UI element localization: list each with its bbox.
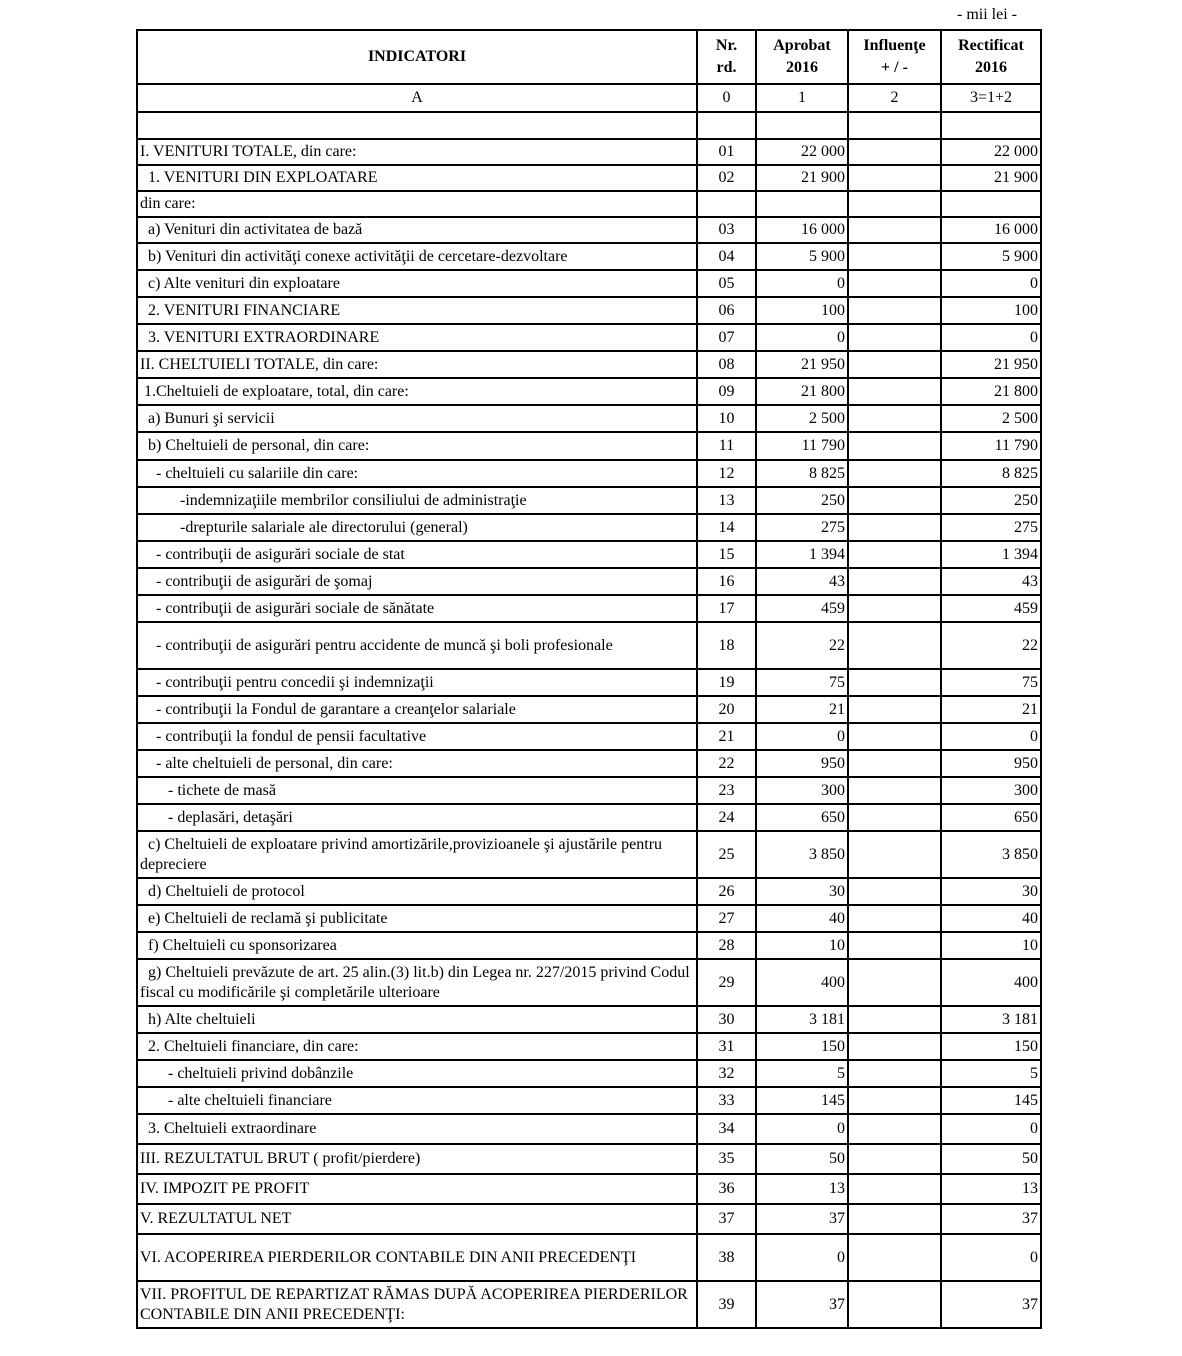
indicator-cell: - tichete de masă: [137, 777, 697, 804]
indicator-cell: - contribuţii de asigurări pentru accidente de muncă şi boli profesionale: [137, 622, 697, 669]
table-row: [137, 905, 1041, 932]
influence-value-cell: [848, 432, 941, 460]
row-number-cell: 32: [697, 1060, 756, 1087]
indicator-cell: h) Alte cheltuieli: [137, 1006, 697, 1033]
row-number-cell: 06: [697, 297, 756, 324]
row-number-cell: 18: [697, 622, 756, 669]
table-row: [137, 723, 1041, 750]
table-row: [137, 541, 1041, 568]
table-row: [137, 351, 1041, 378]
table-row: [137, 1144, 1041, 1174]
indicator-cell: II. CHELTUIELI TOTALE, din care:: [137, 351, 697, 378]
rectified-value-cell: 75: [941, 669, 1041, 696]
rectified-value-cell: 13: [941, 1174, 1041, 1204]
influence-value-cell: [848, 460, 941, 487]
table-row: [137, 1087, 1041, 1114]
influence-value-cell: [848, 831, 941, 878]
influence-value-cell: [848, 595, 941, 622]
approved-value-cell: 145: [756, 1087, 848, 1114]
rectified-value-cell: 459: [941, 595, 1041, 622]
approved-value-cell: 3 181: [756, 1006, 848, 1033]
rectified-value-cell: 150: [941, 1033, 1041, 1060]
influence-value-cell: [848, 270, 941, 297]
rectified-value-cell: 950: [941, 750, 1041, 777]
table-row: [137, 165, 1041, 191]
approved-value-cell: 0: [756, 723, 848, 750]
approved-value-cell: 40: [756, 905, 848, 932]
rectified-value-cell: 21 900: [941, 165, 1041, 191]
unit-note: - mii lei -: [957, 6, 1017, 23]
row-number-cell: 15: [697, 541, 756, 568]
influence-value-cell: [848, 139, 941, 165]
influence-value-cell: [848, 217, 941, 243]
rectified-value-cell: [941, 191, 1041, 217]
indicator-cell: - contribuţii pentru concedii şi indemnizaţii: [137, 669, 697, 696]
approved-value-cell: 0: [756, 1234, 848, 1281]
table-row: [137, 378, 1041, 405]
indicator-cell: VII. PROFITUL DE REPARTIZAT RĂMAS DUPĂ ACOPERIREA PIERDERILOR CONTABILE DIN ANII PRECEDENŢI:: [137, 1281, 697, 1328]
influence-value-cell: [848, 696, 941, 723]
indicator-cell: IV. IMPOZIT PE PROFIT: [137, 1174, 697, 1204]
table-row: [137, 270, 1041, 297]
approved-value-cell: 275: [756, 514, 848, 541]
row-number-cell: 38: [697, 1234, 756, 1281]
row-number-cell: 33: [697, 1087, 756, 1114]
row-number-cell: 19: [697, 669, 756, 696]
influence-value-cell: [848, 191, 941, 217]
approved-value-cell: 21 800: [756, 378, 848, 405]
influence-value-cell: [848, 905, 941, 932]
rectified-value-cell: 37: [941, 1204, 1041, 1234]
rectified-value-cell: 8 825: [941, 460, 1041, 487]
column-label: 1: [756, 84, 848, 112]
influence-value-cell: [848, 514, 941, 541]
table-row: [137, 568, 1041, 595]
rectified-value-cell: 21: [941, 696, 1041, 723]
approved-value-cell: [756, 191, 848, 217]
indicator-cell: 2. VENITURI FINANCIARE: [137, 297, 697, 324]
row-number-cell: 08: [697, 351, 756, 378]
rectified-value-cell: 2 500: [941, 405, 1041, 432]
rectified-value-cell: 40: [941, 905, 1041, 932]
table-row: [137, 831, 1041, 878]
indicator-cell: - contribuţii de asigurări de şomaj: [137, 568, 697, 595]
approved-value-cell: 300: [756, 777, 848, 804]
column-label: 0: [697, 84, 756, 112]
row-number-cell: 13: [697, 487, 756, 514]
influence-value-cell: [848, 777, 941, 804]
table-row: [137, 878, 1041, 905]
approved-value-cell: 50: [756, 1144, 848, 1174]
row-number-cell: 10: [697, 405, 756, 432]
indicator-cell: b) Cheltuieli de personal, din care:: [137, 432, 697, 460]
row-number-cell: 01: [697, 139, 756, 165]
indicator-cell: 3. VENITURI EXTRAORDINARE: [137, 324, 697, 351]
approved-value-cell: 37: [756, 1204, 848, 1234]
table-row: [137, 1234, 1041, 1281]
row-number-cell: 02: [697, 165, 756, 191]
approved-value-cell: 16 000: [756, 217, 848, 243]
approved-value-cell: 21 950: [756, 351, 848, 378]
row-number-cell: 03: [697, 217, 756, 243]
rectified-value-cell: 11 790: [941, 432, 1041, 460]
rectified-value-cell: 22 000: [941, 139, 1041, 165]
rectified-value-cell: 16 000: [941, 217, 1041, 243]
table-row: [137, 1281, 1041, 1328]
table-row: [137, 1006, 1041, 1033]
indicator-cell: 1. VENITURI DIN EXPLOATARE: [137, 165, 697, 191]
table-row: [137, 750, 1041, 777]
table-row: [137, 932, 1041, 959]
rectified-value-cell: 10: [941, 932, 1041, 959]
header-row: [137, 30, 1041, 84]
approved-value-cell: 459: [756, 595, 848, 622]
row-number-cell: 31: [697, 1033, 756, 1060]
approved-value-cell: 21 900: [756, 165, 848, 191]
rectified-value-cell: 1 394: [941, 541, 1041, 568]
influence-value-cell: [848, 1006, 941, 1033]
approved-value-cell: 8 825: [756, 460, 848, 487]
influence-value-cell: [848, 1060, 941, 1087]
rectified-value-cell: 300: [941, 777, 1041, 804]
influence-value-cell: [848, 878, 941, 905]
rectified-value-cell: 21 800: [941, 378, 1041, 405]
indicator-cell: I. VENITURI TOTALE, din care:: [137, 139, 697, 165]
table-row: [137, 1174, 1041, 1204]
row-number-cell: 34: [697, 1114, 756, 1144]
row-number-cell: 36: [697, 1174, 756, 1204]
approved-value-cell: 43: [756, 568, 848, 595]
rectified-value-cell: 145: [941, 1087, 1041, 1114]
influence-value-cell: [848, 1204, 941, 1234]
rectified-value-cell: 0: [941, 723, 1041, 750]
table-row: [137, 1060, 1041, 1087]
row-number-cell: 21: [697, 723, 756, 750]
header-nr: Nr. rd.: [697, 30, 756, 84]
indicator-cell: a) Venituri din activitatea de bază: [137, 217, 697, 243]
row-number-cell: 17: [697, 595, 756, 622]
column-label: 3=1+2: [941, 84, 1041, 112]
table-body: [137, 139, 1041, 1328]
influence-value-cell: [848, 804, 941, 831]
approved-value-cell: 37: [756, 1281, 848, 1328]
influence-value-cell: [848, 1114, 941, 1144]
indicator-cell: 1.Cheltuieli de exploatare, total, din care:: [137, 378, 697, 405]
row-number-cell: 16: [697, 568, 756, 595]
row-number-cell: 05: [697, 270, 756, 297]
approved-value-cell: 950: [756, 750, 848, 777]
approved-value-cell: 0: [756, 270, 848, 297]
approved-value-cell: 21: [756, 696, 848, 723]
indicator-cell: V. REZULTATUL NET: [137, 1204, 697, 1234]
influence-value-cell: [848, 324, 941, 351]
approved-value-cell: 1 394: [756, 541, 848, 568]
rectified-value-cell: 0: [941, 270, 1041, 297]
row-number-cell: 37: [697, 1204, 756, 1234]
rectified-value-cell: 21 950: [941, 351, 1041, 378]
table-row: [137, 243, 1041, 270]
indicator-cell: f) Cheltuieli cu sponsorizarea: [137, 932, 697, 959]
table-row: [137, 324, 1041, 351]
column-labels-row: [137, 84, 1041, 112]
approved-value-cell: 650: [756, 804, 848, 831]
influence-value-cell: [848, 541, 941, 568]
row-number-cell: 30: [697, 1006, 756, 1033]
influence-value-cell: [848, 750, 941, 777]
table-row: [137, 217, 1041, 243]
rectified-value-cell: 5 900: [941, 243, 1041, 270]
influence-value-cell: [848, 1174, 941, 1204]
influence-value-cell: [848, 243, 941, 270]
indicator-cell: - alte cheltuieli de personal, din care:: [137, 750, 697, 777]
column-label: 2: [848, 84, 941, 112]
rectified-value-cell: 0: [941, 324, 1041, 351]
table-row: [137, 696, 1041, 723]
table-row: [137, 1204, 1041, 1234]
influence-value-cell: [848, 959, 941, 1006]
indicator-cell: - cheltuieli privind dobânzile: [137, 1060, 697, 1087]
rectified-value-cell: 100: [941, 297, 1041, 324]
approved-value-cell: 0: [756, 1114, 848, 1144]
row-number-cell: 28: [697, 932, 756, 959]
indicator-cell: - cheltuieli cu salariile din care:: [137, 460, 697, 487]
row-number-cell: 39: [697, 1281, 756, 1328]
approved-value-cell: 11 790: [756, 432, 848, 460]
row-number-cell: 29: [697, 959, 756, 1006]
influence-value-cell: [848, 351, 941, 378]
influence-value-cell: [848, 1234, 941, 1281]
indicator-cell: din care:: [137, 191, 697, 217]
influence-value-cell: [848, 723, 941, 750]
approved-value-cell: 150: [756, 1033, 848, 1060]
approved-value-cell: 2 500: [756, 405, 848, 432]
table-row: [137, 460, 1041, 487]
approved-value-cell: 13: [756, 1174, 848, 1204]
indicator-cell: c) Alte venituri din exploatare: [137, 270, 697, 297]
header-influence: Influenţe + / -: [848, 30, 941, 84]
row-number-cell: 27: [697, 905, 756, 932]
approved-value-cell: 22 000: [756, 139, 848, 165]
influence-value-cell: [848, 1281, 941, 1328]
table-row: [137, 297, 1041, 324]
approved-value-cell: 100: [756, 297, 848, 324]
indicator-cell: - contribuţii la Fondul de garantare a creanţelor salariale: [137, 696, 697, 723]
spacer-row: [137, 112, 1041, 139]
indicator-cell: g) Cheltuieli prevăzute de art. 25 alin.(3) lit.b) din Legea nr. 227/2015 privind Codul fiscal cu modificările şi completările ulterioare: [137, 959, 697, 1006]
table-row: [137, 595, 1041, 622]
rectified-value-cell: 37: [941, 1281, 1041, 1328]
rectified-value-cell: 250: [941, 487, 1041, 514]
budget-table: [136, 29, 1042, 1329]
approved-value-cell: 30: [756, 878, 848, 905]
indicator-cell: 2. Cheltuieli financiare, din care:: [137, 1033, 697, 1060]
influence-value-cell: [848, 622, 941, 669]
table-row: [137, 487, 1041, 514]
indicator-cell: - contribuţii de asigurări sociale de sănătate: [137, 595, 697, 622]
influence-value-cell: [848, 405, 941, 432]
indicator-cell: c) Cheltuieli de exploatare privind amortizările,provizioanele şi ajustările pentru depreciere: [137, 831, 697, 878]
indicator-cell: -drepturile salariale ale directorului (general): [137, 514, 697, 541]
rectified-value-cell: 50: [941, 1144, 1041, 1174]
indicator-cell: d) Cheltuieli de protocol: [137, 878, 697, 905]
header-approved: Aprobat 2016: [756, 30, 848, 84]
table-row: [137, 139, 1041, 165]
row-number-cell: 12: [697, 460, 756, 487]
rectified-value-cell: 275: [941, 514, 1041, 541]
approved-value-cell: 10: [756, 932, 848, 959]
row-number-cell: 24: [697, 804, 756, 831]
influence-value-cell: [848, 1144, 941, 1174]
row-number-cell: 20: [697, 696, 756, 723]
influence-value-cell: [848, 1033, 941, 1060]
column-label: A: [137, 84, 697, 112]
indicator-cell: - contribuţii de asigurări sociale de stat: [137, 541, 697, 568]
indicator-cell: b) Venituri din activităţi conexe activităţii de cercetare-dezvoltare: [137, 243, 697, 270]
row-number-cell: 23: [697, 777, 756, 804]
row-number-cell: 04: [697, 243, 756, 270]
table-row: [137, 622, 1041, 669]
table-row: [137, 1114, 1041, 1144]
influence-value-cell: [848, 297, 941, 324]
rectified-value-cell: 30: [941, 878, 1041, 905]
indicator-cell: - deplasări, detaşări: [137, 804, 697, 831]
influence-value-cell: [848, 669, 941, 696]
table-row: [137, 191, 1041, 217]
influence-value-cell: [848, 378, 941, 405]
row-number-cell: 22: [697, 750, 756, 777]
indicator-cell: a) Bunuri şi servicii: [137, 405, 697, 432]
row-number-cell: 09: [697, 378, 756, 405]
rectified-value-cell: 22: [941, 622, 1041, 669]
approved-value-cell: 3 850: [756, 831, 848, 878]
table-row: [137, 432, 1041, 460]
row-number-cell: 11: [697, 432, 756, 460]
table-row: [137, 669, 1041, 696]
rectified-value-cell: 3 181: [941, 1006, 1041, 1033]
header-indicator: INDICATORI: [137, 30, 697, 84]
table-row: [137, 959, 1041, 1006]
influence-value-cell: [848, 1087, 941, 1114]
approved-value-cell: 22: [756, 622, 848, 669]
influence-value-cell: [848, 165, 941, 191]
row-number-cell: 25: [697, 831, 756, 878]
rectified-value-cell: 650: [941, 804, 1041, 831]
approved-value-cell: 250: [756, 487, 848, 514]
approved-value-cell: 400: [756, 959, 848, 1006]
row-number-cell: 35: [697, 1144, 756, 1174]
table-row: [137, 405, 1041, 432]
rectified-value-cell: 3 850: [941, 831, 1041, 878]
approved-value-cell: 75: [756, 669, 848, 696]
influence-value-cell: [848, 932, 941, 959]
indicator-cell: e) Cheltuieli de reclamă şi publicitate: [137, 905, 697, 932]
approved-value-cell: 0: [756, 324, 848, 351]
rectified-value-cell: 0: [941, 1234, 1041, 1281]
row-number-cell: 14: [697, 514, 756, 541]
rectified-value-cell: 400: [941, 959, 1041, 1006]
table-row: [137, 777, 1041, 804]
table-row: [137, 1033, 1041, 1060]
row-number-cell: 26: [697, 878, 756, 905]
row-number-cell: [697, 191, 756, 217]
indicator-cell: - contribuţii la fondul de pensii facultative: [137, 723, 697, 750]
table-row: [137, 804, 1041, 831]
rectified-value-cell: 43: [941, 568, 1041, 595]
indicator-cell: - alte cheltuieli financiare: [137, 1087, 697, 1114]
rectified-value-cell: 0: [941, 1114, 1041, 1144]
table-row: [137, 514, 1041, 541]
approved-value-cell: 5 900: [756, 243, 848, 270]
row-number-cell: 07: [697, 324, 756, 351]
indicator-cell: 3. Cheltuieli extraordinare: [137, 1114, 697, 1144]
indicator-cell: -indemnizaţiile membrilor consiliului de administraţie: [137, 487, 697, 514]
influence-value-cell: [848, 487, 941, 514]
influence-value-cell: [848, 568, 941, 595]
approved-value-cell: 5: [756, 1060, 848, 1087]
rectified-value-cell: 5: [941, 1060, 1041, 1087]
indicator-cell: VI. ACOPERIREA PIERDERILOR CONTABILE DIN ANII PRECEDENŢI: [137, 1234, 697, 1281]
header-rectified: Rectificat 2016: [941, 30, 1041, 84]
indicator-cell: III. REZULTATUL BRUT ( profit/pierdere): [137, 1144, 697, 1174]
